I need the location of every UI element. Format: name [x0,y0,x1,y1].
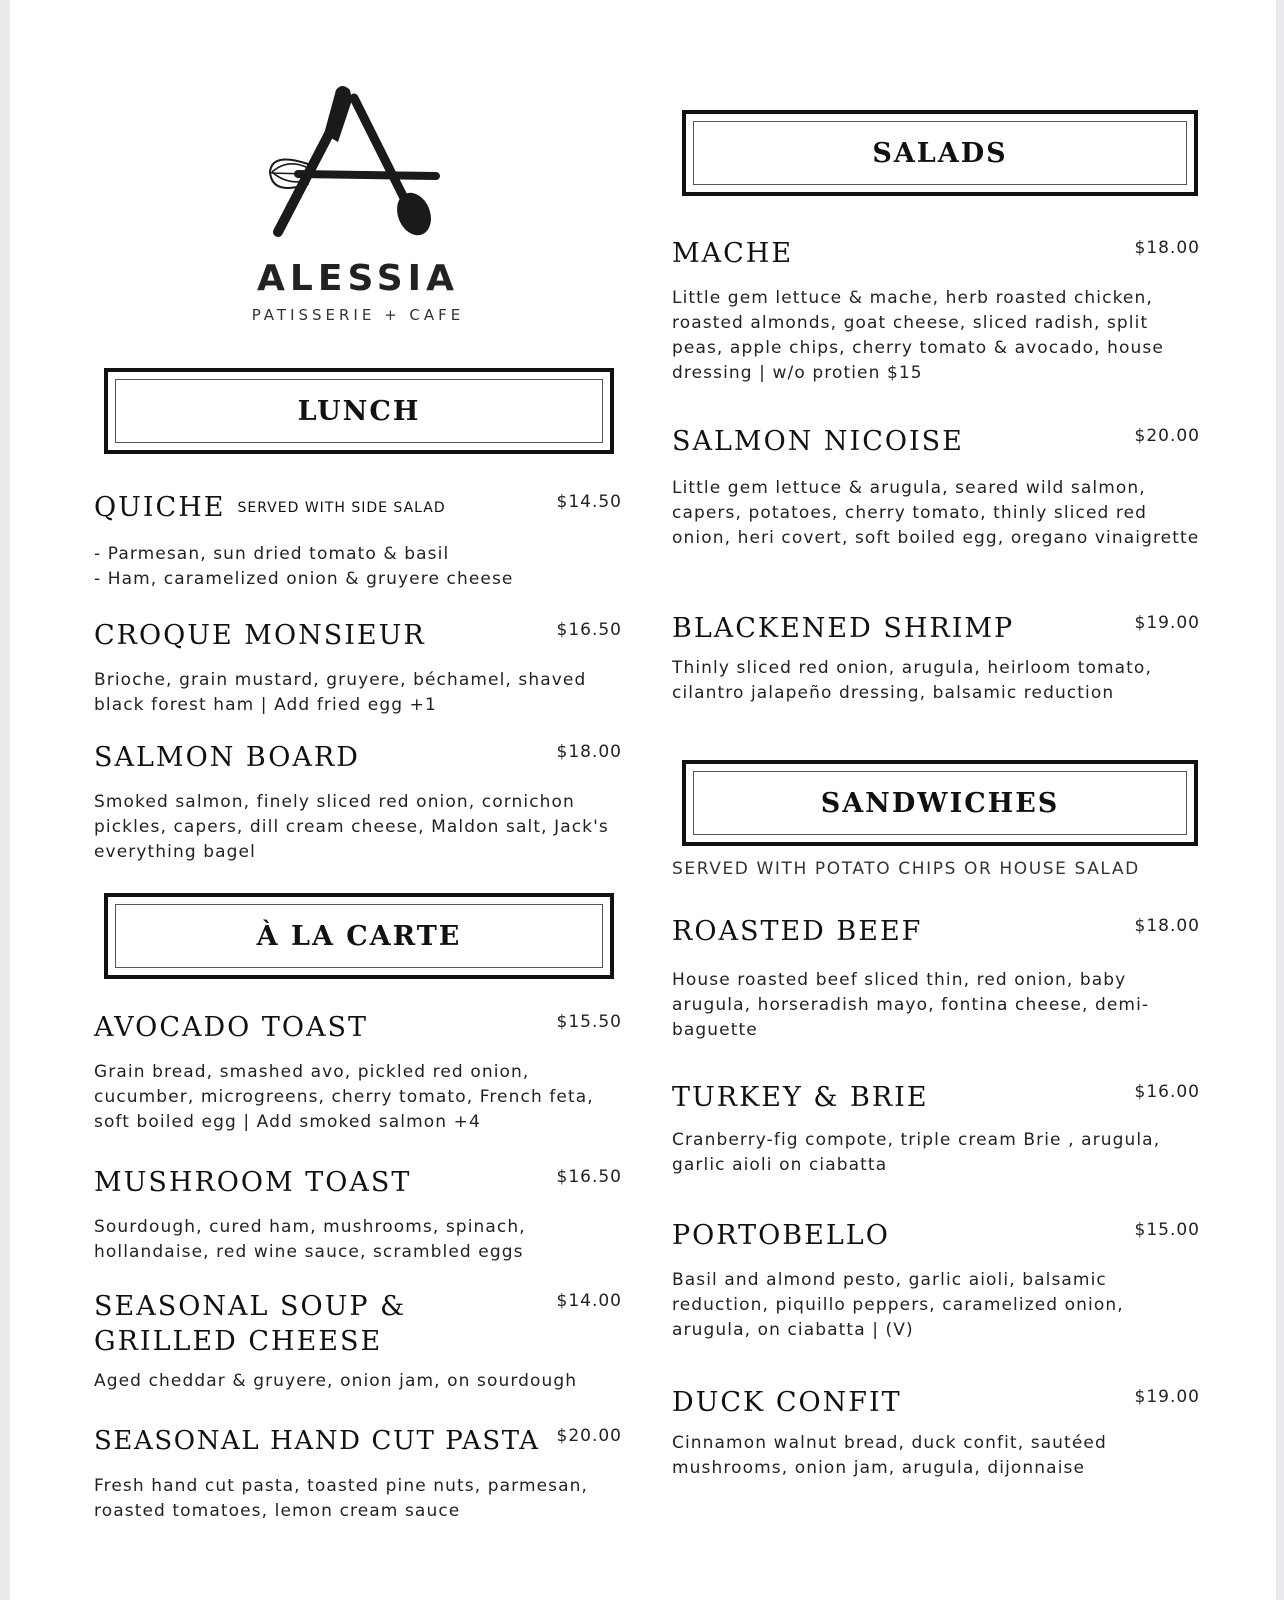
menu-item-blackened-shrimp [672,611,1200,711]
item-name: SALMON BOARD [94,742,360,773]
item-price: $20.00 [556,1426,622,1446]
item-name: DUCK CONFIT [672,1387,902,1418]
item-name: AVOCADO TOAST [94,1012,368,1043]
item-price: $18.00 [556,742,622,762]
item-price: $20.00 [1134,426,1200,446]
item-desc: Brioche, grain mustard, gruyere, béchamel, shaved black forest ham | Add fried egg +1 [94,670,587,715]
item-desc: Smoked salmon, finely sliced red onion, cornichon pickles, capers, dill cream cheese, Maldon salt, Jack's everything bagel [94,792,609,862]
item-desc: Little gem lettuce & arugula, seared wild salmon, capers, potatoes, cherry tomato, thinly sliced red onion, heri covert, soft boiled egg, oregano vinaigrette [672,478,1200,548]
section-header-salads [682,110,1198,196]
item-price: $15.00 [1134,1220,1200,1240]
menu-page [10,0,1276,1600]
menu-item-salmon-board [94,740,622,860]
item-name: BLACKENED SHRIMP [672,613,1015,644]
section-title: SALADS [872,137,1008,169]
item-desc: Fresh hand cut pasta, toasted pine nuts, parmesan, roasted tomatoes, lemon cream sauce [94,1476,589,1521]
item-price: $18.00 [1134,916,1200,936]
item-name: MUSHROOM TOAST [94,1167,412,1198]
item-desc: Basil and almond pesto, garlic aioli, balsamic reduction, piquillo peppers, caramelized onion, arugula, on ciabatta | (V) [672,1270,1124,1340]
item-price: $14.50 [556,492,622,512]
item-name: CROQUE MONSIEUR [94,620,426,651]
menu-item-salmon-nicoise [672,424,1200,574]
item-name: SEASONAL HAND CUT PASTA [94,1426,540,1456]
utensils-logo-icon [258,84,458,254]
item-name: ROASTED BEEF [672,916,923,947]
item-price: $16.00 [1134,1082,1200,1102]
item-price: $16.50 [556,1167,622,1187]
section-header-a-la-carte [104,893,614,979]
item-desc: Thinly sliced red onion, arugula, heirloom tomato, cilantro jalapeño dressing, balsamic reduction [672,658,1152,703]
item-name: QUICHE [94,492,226,523]
menu-item-soup-grilled-cheese [94,1289,622,1399]
item-desc: Cranberry-fig compote, triple cream Brie , arugula, garlic aioli on ciabatta [672,1130,1161,1175]
menu-item-quiche [94,490,622,590]
item-price: $15.50 [556,1012,622,1032]
item-name: MACHE [672,238,794,269]
item-price: $18.00 [1134,238,1200,258]
item-name: PORTOBELLO [672,1220,890,1251]
item-name: SEASONAL SOUP & GRILLED CHEESE [94,1291,407,1357]
item-desc: Grain bread, smashed avo, pickled red onion, cucumber, microgreens, cherry tomato, French feta, soft boiled egg | Add smoked salmon +4 [94,1062,594,1132]
item-price: $16.50 [556,620,622,640]
item-desc: Sourdough, cured ham, mushrooms, spinach, hollandaise, red wine sauce, scrambled eggs [94,1217,526,1262]
menu-item-portobello [672,1218,1200,1348]
brand-logo [94,84,622,334]
item-price: $19.00 [1134,1387,1200,1407]
item-desc: Little gem lettuce & mache, herb roasted chicken, roasted almonds, goat cheese, sliced radish, split peas, apple chips, cherry tomato & avocado, house dressing | w/o protien $15 [672,288,1164,383]
menu-item-hand-cut-pasta [94,1424,622,1524]
item-name: SALMON NICOISE [672,426,964,457]
item-name: TURKEY & BRIE [672,1082,929,1113]
menu-item-roasted-beef [672,914,1200,1044]
menu-item-avocado-toast [94,1010,622,1130]
menu-item-turkey-brie [672,1080,1200,1180]
item-desc-line: - Ham, caramelized onion & gruyere cheese [94,569,514,589]
brand-subtitle: PATISSERIE + CAFE [251,306,465,324]
menu-item-duck-confit [672,1385,1200,1485]
brand-name: ALESSIA [257,258,459,299]
item-desc: House roasted beef sliced thin, red onion, baby arugula, horseradish mayo, fontina cheese, demi-baguette [672,970,1150,1040]
section-title: À LA CARTE [256,920,462,952]
item-note: SERVED WITH SIDE SALAD [237,500,446,516]
menu-item-mache [672,236,1200,386]
sandwiches-served-note: SERVED WITH POTATO CHIPS OR HOUSE SALAD [672,859,1140,879]
item-price: $14.00 [556,1291,622,1311]
item-price: $19.00 [1134,613,1200,633]
menu-item-croque-monsieur [94,618,622,718]
section-title: SANDWICHES [820,787,1060,819]
item-desc: Aged cheddar & gruyere, onion jam, on sourdough [94,1371,578,1391]
section-title: LUNCH [297,395,421,427]
menu-item-mushroom-toast [94,1165,622,1265]
section-header-sandwiches [682,760,1198,846]
section-header-lunch [104,368,614,454]
item-desc-line: - Parmesan, sun dried tomato & basil [94,544,450,564]
item-desc: Cinnamon walnut bread, duck confit, sautéed mushrooms, onion jam, arugula, dijonnaise [672,1433,1107,1478]
